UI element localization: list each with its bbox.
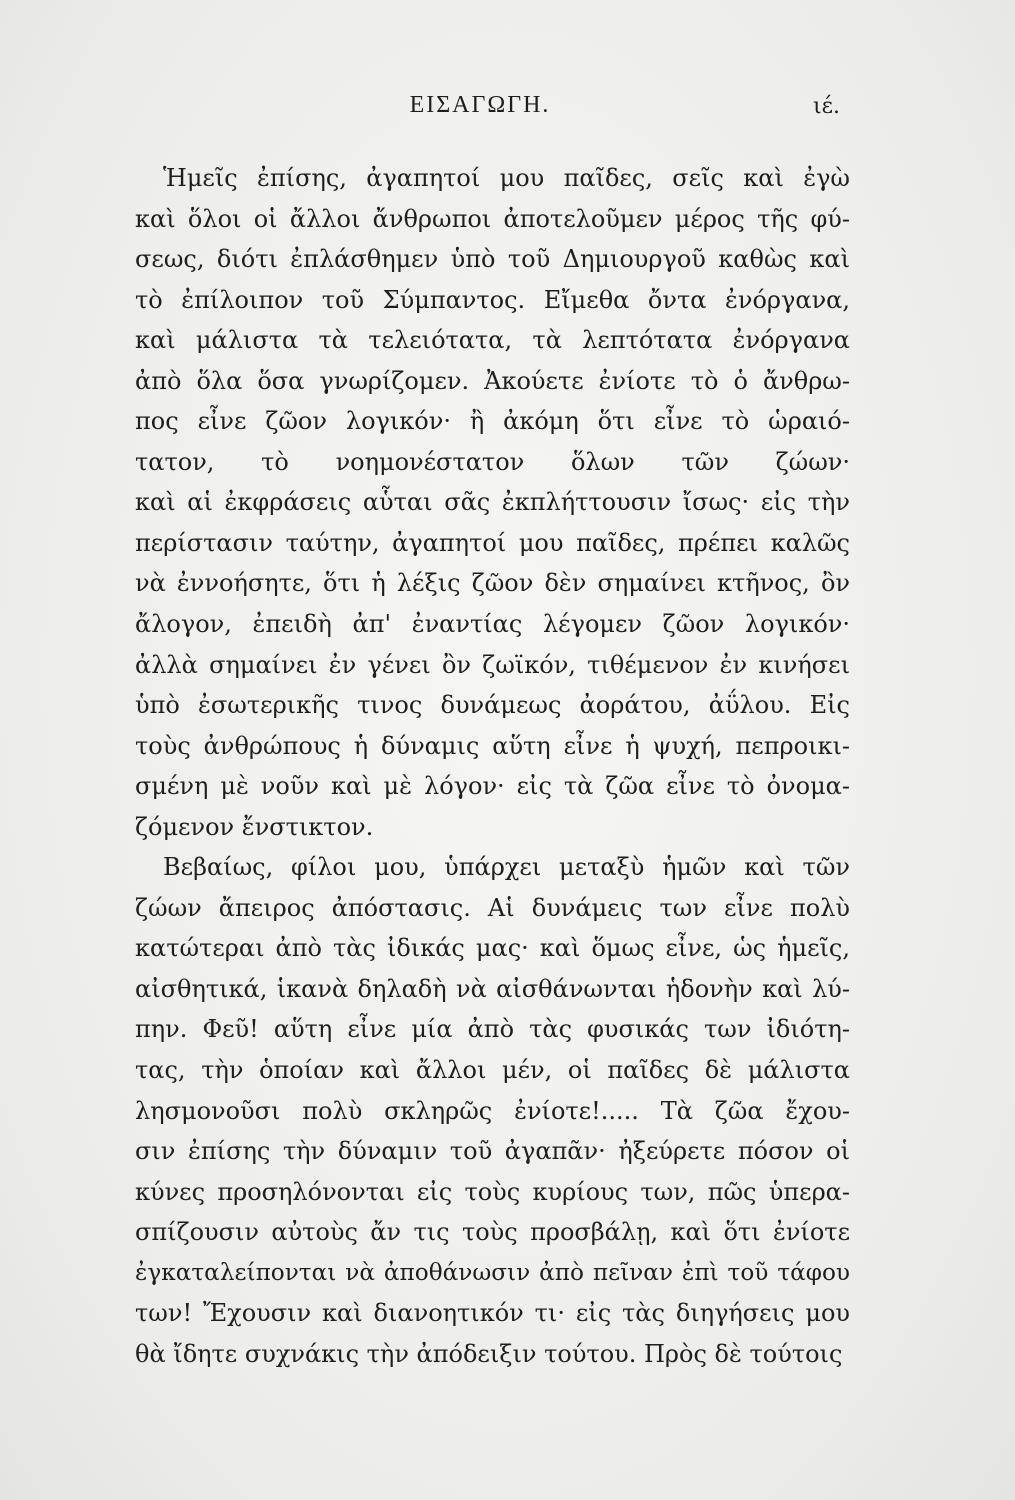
text-line: ἀπὸ ὅλα ὅσα γνωρίζομεν. Ἀκούετε ἐνίοτε τὸ ὁ ἄνθρω- xyxy=(135,366,850,395)
text-line: ὑπὸ ἐσωτερικῆς τινος δυνάμεως ἀοράτου, ἀΰλου. Εἰς xyxy=(135,691,850,720)
text-line: κύνες προσηλόνονται εἰς τοὺς κυρίους των, πῶς ὑπερα- xyxy=(135,1177,850,1206)
text-line: καὶ ὅλοι οἱ ἄλλοι ἄνθρωποι ἀποτελοῦμεν μέρος τῆς φύ- xyxy=(135,204,850,233)
text-line: περίστασιν ταύτην, ἀγαπητοί μου παῖδες, πρέπει καλῶς xyxy=(135,528,850,557)
text-line: σιν ἐπίσης τὴν δύναμιν τοῦ ἀγαπᾶν· ἠξεύρετε πόσον οἱ xyxy=(135,1137,850,1166)
text-line: ζόμενον ἔνστικτον. xyxy=(135,812,374,841)
text-line: τας, τὴν ὁποίαν καὶ ἄλλοι μέν, οἱ παῖδες δὲ μάλιστα xyxy=(135,1056,850,1085)
running-title: ΕΙΣΑΓΩΓΗ. xyxy=(409,92,551,118)
text-line: ἄλογον, ἐπειδὴ ἀπ' ἐναντίας λέγομεν ζῶον λογικόν· xyxy=(135,610,850,639)
text-line: σεως, διότι ἐπλάσθημεν ὑπὸ τοῦ Δημιουργοῦ καθὼς καὶ xyxy=(135,245,850,274)
text-line: θὰ ἴδητε συχνάκις τὴν ἀπόδειξιν τούτου. Πρὸς δὲ τούτοις xyxy=(135,1339,843,1368)
paragraph xyxy=(135,847,850,1374)
text-line: ζώων ἄπειρος ἀπόστασις. Αἱ δυνάμεις των εἶνε πολὺ xyxy=(135,893,850,922)
page-number: ιέ. xyxy=(812,94,840,119)
text-line: νὰ ἐννοήσητε, ὅτι ἡ λέξις ζῶον δὲν σημαίνει κτῆνος, ὂν xyxy=(135,569,850,598)
text-line: των! Ἔχουσιν καὶ διανοητικόν τι· εἰς τὰς διηγήσεις μου xyxy=(135,1299,850,1328)
text-line: τοὺς ἀνθρώπους ἡ δύναμις αὕτη εἶνε ἡ ψυχή, πεπροικι- xyxy=(135,731,850,760)
text-line: τὸ ἐπίλοιπον τοῦ Σύμπαντος. Εἴμεθα ὄντα ἐνόργανα, xyxy=(135,285,850,314)
text-line: λησμονοῦσι πολὺ σκληρῶς ἐνίοτε!..... Τὰ ζῶα ἔχου- xyxy=(135,1096,850,1125)
text-line: σπίζουσιν αὐτοὺς ἄν τις τοὺς προσβάλῃ, καὶ ὅτι ἐνίοτε xyxy=(135,1218,850,1247)
text-line: καὶ αἱ ἐκφράσεις αὗται σᾶς ἐκπλήττουσιν ἴσως· εἰς τὴν xyxy=(135,488,850,517)
text-line: Ἡμεῖς ἐπίσης, ἀγαπητοί μου παῖδες, σεῖς καὶ ἐγὼ xyxy=(163,164,850,192)
text-line: πος εἶνε ζῶον λογικόν· ἢ ἀκόμη ὅτι εἶνε τὸ ὡραιό- xyxy=(135,407,850,436)
text-line: ἀλλὰ σημαίνει ἐν γένει ὂν ζωϊκόν, τιθέμενον ἐν κινήσει xyxy=(135,650,850,679)
text-line: πην. Φεῦ! αὕτη εἶνε μία ἀπὸ τὰς φυσικάς των ἰδιότη- xyxy=(135,1015,850,1044)
text-line: τατον, τὸ νοημονέστατον ὅλων τῶν ζώων· xyxy=(135,447,850,476)
body-text xyxy=(135,158,850,1374)
text-line: Βεβαίως, φίλοι μου, ὑπάρχει μεταξὺ ἡμῶν καὶ τῶν xyxy=(163,853,850,882)
text-line: κατώτεραι ἀπὸ τὰς ἰδικάς μας· καὶ ὅμως εἶνε, ὡς ἡμεῖς, xyxy=(135,934,850,963)
text-line: σμένη μὲ νοῦν καὶ μὲ λόγον· εἰς τὰ ζῶα εἶνε τὸ ὀνομα- xyxy=(135,772,850,801)
text-line: αἰσθητικά, ἱκανὰ δηλαδὴ νὰ αἰσθάνωνται ἡδονὴν καὶ λύ- xyxy=(135,974,850,1003)
paragraph xyxy=(135,158,850,847)
text-line: ἐγκαταλείπονται νὰ ἀποθάνωσιν ἀπὸ πεῖναν ἐπὶ τοῦ τάφου xyxy=(135,1259,850,1286)
page-header xyxy=(120,92,840,132)
text-line: καὶ μάλιστα τὰ τελειότατα, τὰ λεπτότατα ἐνόργανα xyxy=(135,326,850,355)
